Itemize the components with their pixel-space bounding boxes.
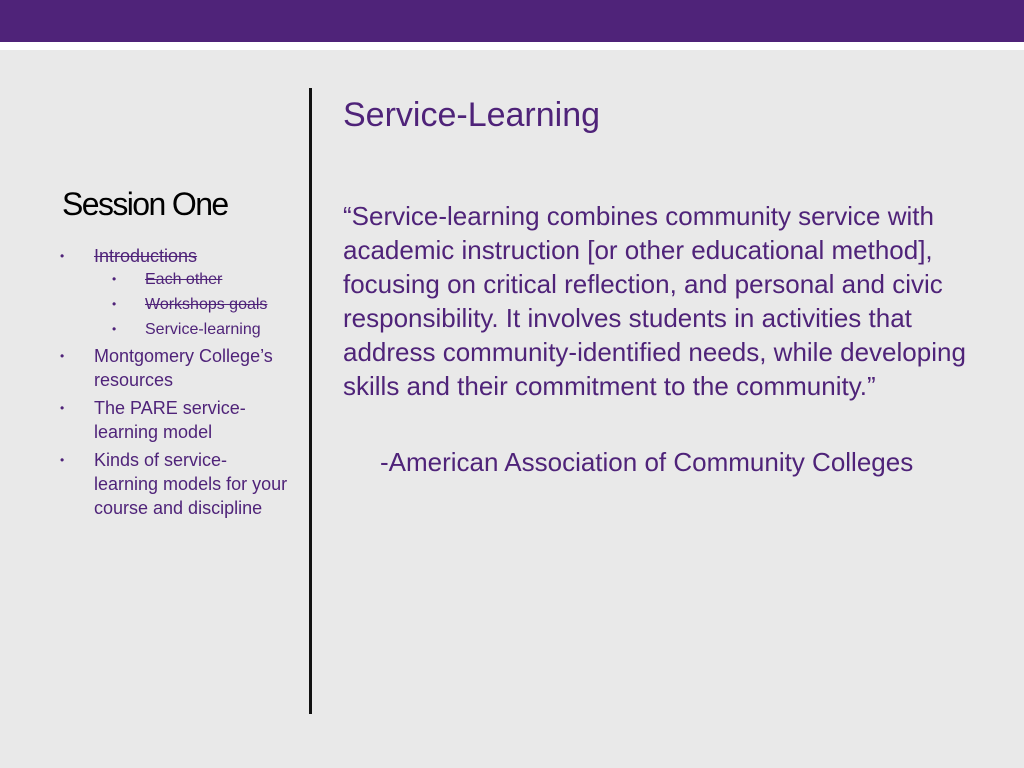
bullet-icon: •: [112, 272, 117, 286]
bullet-icon: •: [60, 249, 65, 263]
quote-attribution: -American Association of Community Colleges: [380, 447, 914, 477]
agenda-subitem-label: Service-learning: [145, 321, 261, 338]
agenda-subitem-label: Each other: [145, 271, 223, 288]
agenda-item-kinds-of-models: [60, 448, 290, 520]
agenda-item-college-resources: [60, 344, 290, 392]
bullet-icon: •: [112, 297, 117, 311]
agenda-list: [60, 244, 290, 524]
bullet-icon: •: [112, 322, 117, 336]
bullet-icon: •: [60, 401, 65, 415]
agenda-item-label: Montgomery College’s resources: [94, 346, 273, 390]
bullet-icon: •: [60, 453, 65, 467]
top-accent-bar: [0, 0, 1024, 42]
agenda-item-pare-model: [60, 396, 290, 444]
agenda-subitem-workshop-goals: [60, 294, 290, 315]
agenda-item-introductions: [60, 244, 290, 268]
definition-quote: “Service-learning combines community service with academic instruction [or other educational method], focusing on critical reflection, and personal and civic responsibility. It involves students in activities that address community-identified needs, while developing skills and their commitment to the community.”: [343, 201, 966, 401]
top-bar-gap: [0, 42, 1024, 50]
agenda-subitem-service-learning: [60, 319, 290, 340]
agenda-subitem-label: Workshops goals: [145, 296, 268, 313]
agenda-item-label: The PARE service-learning model: [94, 398, 246, 442]
bullet-icon: •: [60, 349, 65, 363]
session-title: Session One: [62, 186, 228, 222]
agenda-subitem-each-other: [60, 269, 290, 290]
vertical-divider: [309, 88, 312, 714]
agenda-item-label: Introductions: [94, 246, 198, 266]
slide-title: Service-Learning: [343, 96, 601, 134]
agenda-item-label: Kinds of service-learning models for your course and discipline: [94, 450, 288, 518]
